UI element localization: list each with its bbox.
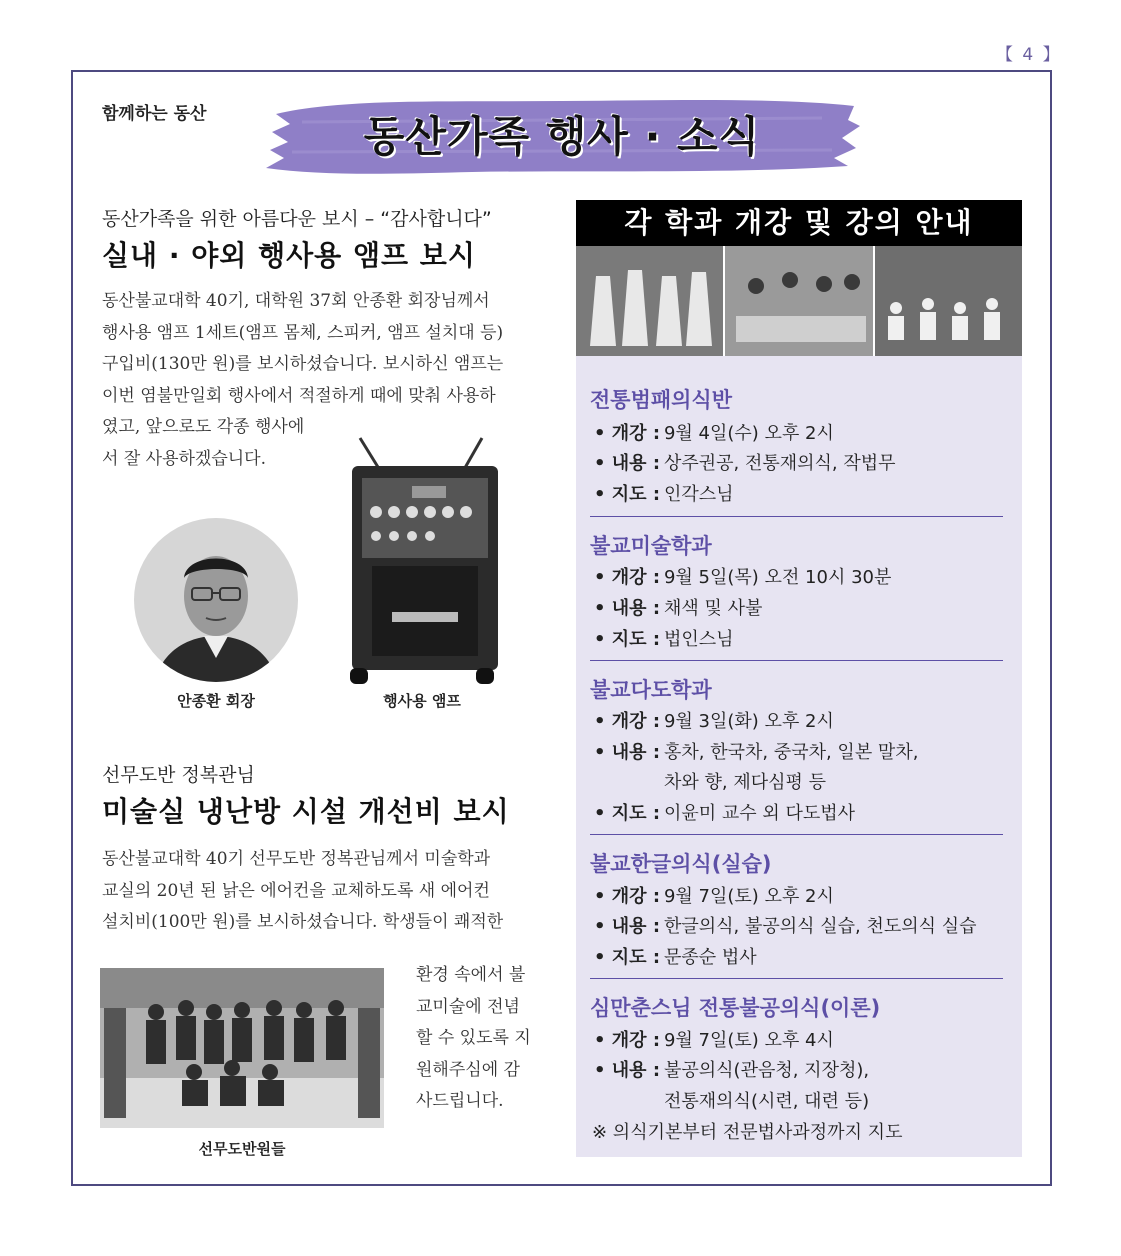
body-line: 할 수 있도록 지 bbox=[416, 1028, 531, 1048]
dept-row bbox=[594, 912, 977, 938]
dept-row bbox=[594, 419, 834, 445]
dept-row bbox=[594, 625, 734, 651]
row-value: 상주권공, 전통재의식, 작법무 bbox=[664, 453, 896, 474]
group-photo-caption: 선무도반원들 bbox=[198, 1140, 286, 1158]
page-number: 【 4 】 bbox=[996, 45, 1062, 65]
divider bbox=[590, 834, 1003, 835]
row-value: 9월 3일(화) 오후 2시 bbox=[664, 711, 834, 732]
row-value: 홍차, 한국차, 중국차, 일본 말차, bbox=[664, 742, 919, 763]
dept-row bbox=[594, 707, 834, 733]
row-label: • 지도 : bbox=[594, 803, 661, 824]
classes-photo-strip bbox=[576, 246, 1022, 356]
body-line: 사드립니다. bbox=[416, 1091, 504, 1111]
row-label: • 개강 : bbox=[594, 711, 661, 732]
row-value: 인각스님 bbox=[664, 484, 734, 505]
body-line: 이번 염불만일회 행사에서 적절하게 때에 맞춰 사용하 bbox=[102, 385, 496, 406]
divider bbox=[590, 516, 1003, 517]
row-label: • 내용 : bbox=[594, 916, 661, 937]
dept-row bbox=[594, 563, 892, 589]
article2-subhead: 선무도반 정복관님 bbox=[102, 764, 255, 786]
body-line: 동산불교대학 40기, 대학원 37회 안종환 회장님께서 bbox=[102, 291, 490, 311]
body-line: 환경 속에서 불 bbox=[416, 965, 526, 985]
row-value: 9월 7일(토) 오후 4시 bbox=[664, 1030, 834, 1051]
dept-row bbox=[594, 882, 834, 908]
body-line: 서 잘 사용하겠습니다. bbox=[102, 448, 267, 469]
row-value-continued: 전통재의식(시련, 대련 등) bbox=[664, 1091, 870, 1112]
amplifier-photo bbox=[342, 436, 502, 686]
article1-subhead: 동산가족을 위한 아름다운 보시 – “감사합니다” bbox=[102, 208, 492, 230]
body-line: 였고, 앞으로도 각종 행사에 bbox=[102, 417, 305, 437]
article2-side-body bbox=[416, 960, 544, 1118]
body-line: 교미술에 전념 bbox=[416, 996, 520, 1017]
row-label: • 개강 : bbox=[594, 567, 661, 588]
dept-row bbox=[594, 594, 763, 620]
row-value: 9월 7일(토) 오후 2시 bbox=[664, 886, 834, 907]
row-value: 문종순 법사 bbox=[664, 947, 757, 968]
row-value-continued: 차와 향, 제다심평 등 bbox=[664, 772, 826, 793]
banner-title: 동산가족 행사 · 소식 bbox=[363, 112, 761, 161]
dept-row bbox=[594, 943, 757, 969]
row-value: 채색 및 사불 bbox=[664, 598, 763, 619]
dept-row bbox=[594, 1026, 834, 1052]
dept-title-beompae: 전통범패의식반 bbox=[590, 388, 733, 412]
row-value: 9월 5일(목) 오전 10시 30분 bbox=[664, 567, 892, 588]
dept-row bbox=[594, 480, 734, 506]
portrait-photo bbox=[134, 518, 298, 682]
dept-row bbox=[594, 799, 856, 825]
dept-title-tea: 불교다도학과 bbox=[590, 678, 712, 702]
article1-headline: 실내 · 야외 행사용 앰프 보시 bbox=[102, 239, 476, 272]
row-label: • 개강 : bbox=[594, 423, 661, 444]
row-label: • 지도 : bbox=[594, 629, 661, 650]
row-label: • 내용 : bbox=[594, 598, 661, 619]
row-label: • 내용 : bbox=[594, 742, 661, 763]
dept-row bbox=[594, 738, 919, 764]
row-label: • 지도 : bbox=[594, 947, 661, 968]
portrait-caption: 안종환 회장 bbox=[177, 692, 255, 710]
row-value: 불공의식(관음청, 지장청), bbox=[664, 1060, 870, 1081]
group-photo bbox=[100, 968, 384, 1128]
row-label: • 지도 : bbox=[594, 484, 661, 505]
dept-row bbox=[594, 449, 896, 475]
body-line: 구입비(130만 원)를 보시하셨습니다. 보시하신 앰프는 bbox=[102, 354, 504, 374]
row-label: • 내용 : bbox=[594, 453, 661, 474]
dept-row bbox=[594, 1056, 870, 1082]
body-line: 행사용 앰프 1세트(앰프 몸체, 스피커, 앰프 설치대 등) bbox=[102, 322, 504, 343]
divider bbox=[590, 978, 1003, 979]
amplifier-caption: 행사용 앰프 bbox=[383, 692, 461, 710]
notice-header: 각 학과 개강 및 강의 안내 bbox=[576, 200, 1022, 246]
dept-title-traditional-ritual: 심만춘스님 전통불공의식(이론) bbox=[590, 996, 881, 1020]
body-line: 설치비(100만 원)를 보시하셨습니다. 학생들이 쾌적한 bbox=[102, 912, 504, 932]
row-value: 이윤미 교수 외 다도법사 bbox=[664, 803, 856, 824]
article2-headline: 미술실 냉난방 시설 개선비 보시 bbox=[102, 795, 510, 828]
dept-title-hangeul-ritual: 불교한글의식(실습) bbox=[590, 852, 772, 876]
body-line: 동산불교대학 40기 선무도반 정복관님께서 미술학과 bbox=[102, 849, 491, 869]
divider bbox=[590, 660, 1003, 661]
article2-body bbox=[102, 844, 503, 939]
notice-footnote: ※ 의식기본부터 전문법사과정까지 지도 bbox=[592, 1122, 903, 1143]
row-label: • 개강 : bbox=[594, 886, 661, 907]
dept-title-art: 불교미술학과 bbox=[590, 534, 712, 558]
row-value: 9월 4일(수) 오후 2시 bbox=[664, 423, 834, 444]
body-line: 원해주심에 감 bbox=[416, 1059, 520, 1080]
body-line: 교실의 20년 된 낡은 에어컨을 교체하도록 새 에어컨 bbox=[102, 880, 490, 901]
row-value: 한글의식, 불공의식 실습, 천도의식 실습 bbox=[664, 916, 977, 937]
row-value: 법인스님 bbox=[664, 629, 734, 650]
row-label: • 개강 : bbox=[594, 1030, 661, 1051]
section-tag: 함께하는 동산 bbox=[102, 104, 207, 124]
row-label: • 내용 : bbox=[594, 1060, 661, 1081]
